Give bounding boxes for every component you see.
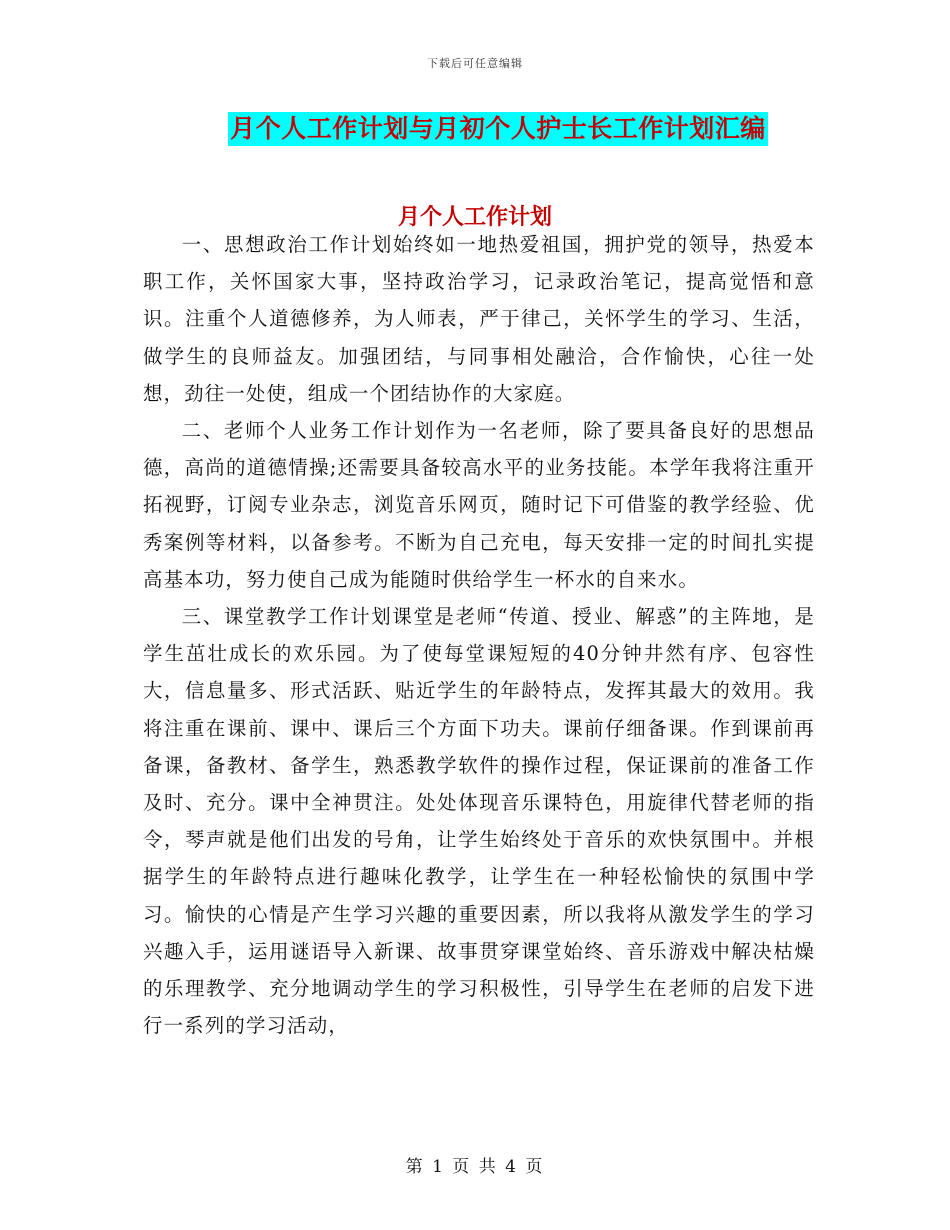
paragraph-political-work: 一、思想政治工作计划始终如一地热爱祖国，拥护党的领导，热爱本职工作，关怀国家大事，坚持政治学习，记录政治笔记，提高觉悟和意识。注重个人道德修养，为人师表，严于律己，关怀学生的学习、生活，做学生的良师益友。加强团结，与同事相处融洽，合作愉快，心往一处想，劲往一处使，组成一个团结协作的大家庭。 bbox=[143, 233, 815, 405]
paragraph-professional-work: 二、老师个人业务工作计划作为一名老师，除了要具备良好的思想品德，高尚的道德情操;还需要具备较高水平的业务技能。本学年我将注重开拓视野，订阅专业杂志，浏览音乐网页，随时记下可借鉴的教学经验、优秀案例等材料，以备参考。不断为自己充电，每天安排一定的时间扎实提高基本功，努力使自己成为能随时供给学生一杯水的自来水。 bbox=[143, 419, 815, 591]
page-footer: 第 1 页 共 4 页 bbox=[405, 1157, 545, 1177]
main-title: 月个人工作计划与月初个人护士长工作计划汇编 bbox=[228, 112, 768, 146]
header-note: 下载后可任意编辑 bbox=[427, 57, 523, 70]
paragraph-classroom-teaching: 三、课堂教学工作计划课堂是老师“传道、授业、解惑”的主阵地，是学生茁壮成长的欢乐园。为了使每堂课短短的40分钟井然有序、包容性大，信息量多、形式活跃、贴近学生的年龄特点，发挥其最大的效用。我将注重在课前、课中、课后三个方面下功夫。课前仔细备课。作到课前再备课，备教材、备学生，熟悉教学软件的操作过程，保证课前的准备工作及时、充分。课中全神贯注。处处体现音乐课特色，用旋律代替老师的指令，琴声就是他们出发的号角，让学生始终处于音乐的欢快氛围中。并根据学生的年龄特点进行趣味化教学，让学生在一种轻松愉快的氛围中学习。愉快的心情是产生学习兴趣的重要因素，所以我将从激发学生的学习兴趣入手，运用谜语导入新课、故事贯穿课堂始终、音乐游戏中解决枯燥的乐理教学、充分地调动学生的学习积极性，引导学生在老师的启发下进行一系列的学习活动， bbox=[143, 605, 815, 1038]
section-title: 月个人工作计划 bbox=[397, 204, 552, 230]
document-body bbox=[143, 226, 815, 1044]
main-title-container bbox=[0, 112, 950, 146]
